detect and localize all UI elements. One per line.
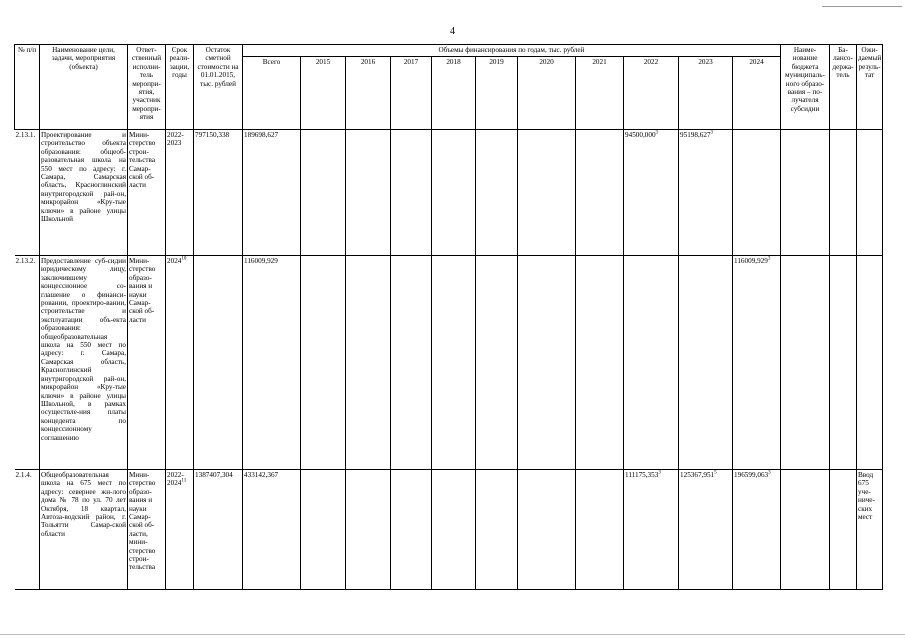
row-rest: 797150,338 <box>194 130 243 256</box>
row-year-value <box>476 470 518 590</box>
row-year-value <box>346 470 391 590</box>
row-year-value <box>576 470 624 590</box>
row-result <box>857 130 883 256</box>
header-year: 2015 <box>301 57 346 130</box>
row-number: 2.1.4. <box>15 470 40 590</box>
row-year-value <box>301 256 346 470</box>
header-total: Всего <box>243 57 301 130</box>
row-rest: 1387407,304 <box>194 470 243 590</box>
header-year: 2022 <box>624 57 679 130</box>
table-row <box>15 130 883 256</box>
row-responsible: Мини-стерство образо-вания и науки Самар-ской об-ласти, мини-стерство строи-тельства <box>128 470 166 590</box>
row-rest <box>194 256 243 470</box>
header-term: Срок реали-зации, годы <box>166 45 194 130</box>
row-term: 2022-2023 <box>166 130 194 256</box>
table-row <box>15 256 883 470</box>
row-result <box>857 256 883 470</box>
row-budget <box>781 256 830 470</box>
header-year: 2024 <box>733 57 781 130</box>
header-num: № п/п <box>15 45 40 130</box>
row-year-value: 116009,929$^3$ <box>733 256 781 470</box>
header-budget: Наиме-нование бюджета муниципаль-ного образо-вания – по-лучателя субсидии <box>781 45 830 130</box>
row-year-value <box>391 130 432 256</box>
header-year: 2016 <box>346 57 391 130</box>
table-row <box>15 470 883 590</box>
header-year: 2017 <box>391 57 432 130</box>
header-year: 2019 <box>476 57 518 130</box>
bottom-rule <box>0 634 905 635</box>
header-year: 2023 <box>679 57 733 130</box>
row-responsible: Мини-стерство образо-вания и науки Самар-ской об-ласти <box>128 256 166 470</box>
header-rest: Остаток сметной стоимости на 01.01.2015, тыс. рублей <box>194 45 243 130</box>
financing-table <box>14 44 883 590</box>
row-year-value <box>432 256 476 470</box>
header-year: 2021 <box>576 57 624 130</box>
row-year-value <box>432 470 476 590</box>
top-rule <box>822 6 902 7</box>
row-number: 2.13.2. <box>15 256 40 470</box>
row-year-value <box>432 130 476 256</box>
row-year-value <box>733 130 781 256</box>
row-year-value <box>346 130 391 256</box>
header-resp: Ответ-ственный исполни-тель меропри-ятия, участник меропри-ятия <box>128 45 166 130</box>
row-budget <box>781 130 830 256</box>
row-year-value <box>576 256 624 470</box>
row-year-value <box>679 256 733 470</box>
row-year-value: 95198,627$^3$ <box>679 130 733 256</box>
row-balance <box>830 130 857 256</box>
row-total: 116009,929 <box>243 256 301 470</box>
row-year-value <box>518 256 576 470</box>
row-year-value <box>624 256 679 470</box>
row-total: 433142,367 <box>243 470 301 590</box>
row-balance <box>830 256 857 470</box>
header-balance: Ба-лансо-держа-тель <box>830 45 857 130</box>
header-financing: Объемы финансирования по годам, тыс. рублей <box>243 45 781 57</box>
header-year: 2018 <box>432 57 476 130</box>
row-year-value <box>391 256 432 470</box>
row-year-value <box>476 256 518 470</box>
row-name: Общеобразовательная школа на 675 мест по адресу: севернее жи-лого дома № 78 по ул. 70 лет Октября, 18 квартал, Автоза-водский район, г. Тольятти Самар-ской области <box>40 470 128 590</box>
row-balance <box>830 470 857 590</box>
row-year-value <box>476 130 518 256</box>
row-year-value <box>301 130 346 256</box>
row-year-value <box>576 130 624 256</box>
row-year-value <box>346 256 391 470</box>
row-name: Проектирование и строительство объекта образования: общеоб-разовательная школа на 550 мест по адресу: г. Самара, Самарская область, Красноглинский внутригородской рай-он, микрорайон «Кру-тые ключи» в районе улицы Школьной <box>40 130 128 256</box>
row-year-value: 111175,353$^3$ <box>624 470 679 590</box>
row-name: Предоставление суб-сидии юридическому лицу, заключившему концессионное со-глашение о финанси-ровании, проектиро-вании, строительстве и эксплуатации объ-екта образования: общеобразовательная школа на 550 мест по адресу: г. Самара, Самарская область, Красноглинский внутригородской рай-он, микрорайон «Кру-тые ключи» в районе улицы Школьной, в рамках осуществле-ния платы концедента по концессионному соглашению <box>40 256 128 470</box>
row-year-value: 196599,063$^3$ <box>733 470 781 590</box>
row-year-value: 125367,951$^5$ <box>679 470 733 590</box>
row-year-value <box>518 470 576 590</box>
header-year: 2020 <box>518 57 576 130</box>
row-number: 2.13.1. <box>15 130 40 256</box>
header-result: Ожи-даемый резуль-тат <box>857 45 883 130</box>
row-year-value <box>301 470 346 590</box>
row-year-value <box>518 130 576 256</box>
row-responsible: Мини-стерство строи-тельства Самар-ской об-ласти <box>128 130 166 256</box>
page-number: 4 <box>450 26 455 37</box>
row-year-value <box>391 470 432 590</box>
row-budget <box>781 470 830 590</box>
row-year-value: 94500,000$^3$ <box>624 130 679 256</box>
header-name: Наименование цели, задачи, мероприятия (объекта) <box>40 45 128 130</box>
row-result: Ввод 675 уче-ниче-ских мест <box>857 470 883 590</box>
row-total: 189698,627 <box>243 130 301 256</box>
row-term: 2024$^{10}$ <box>166 256 194 470</box>
row-term: 2022-2024$^{11}$ <box>166 470 194 590</box>
